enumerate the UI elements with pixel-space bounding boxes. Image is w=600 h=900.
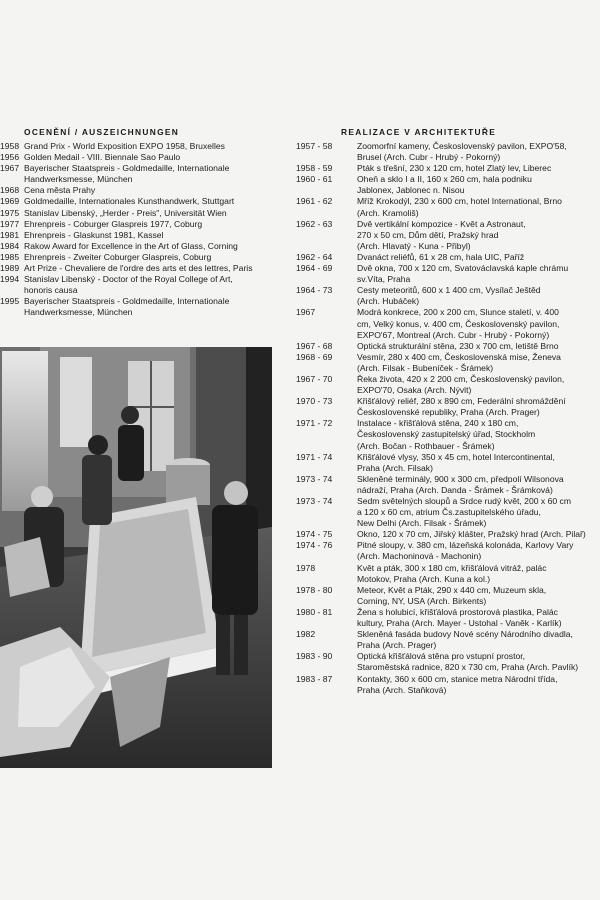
entry-year: 1981 <box>0 229 20 240</box>
entry-line: Kontakty, 360 x 600 cm, stanice metra Národní třída, <box>357 673 558 684</box>
entry-text <box>24 241 272 252</box>
entry-line: Praha (Arch. Prager) <box>357 640 437 651</box>
entry-text <box>357 496 596 529</box>
entry-line: Stanislav Libenský - Doctor of the Royal College of Art, <box>24 274 233 285</box>
entry-line: Handwerksmesse, München <box>24 174 133 185</box>
entry-line: Československý zastupitelský úřad, Stockholm <box>357 429 536 440</box>
entry-line: EXPO'70, Osaka (Arch. Nývlt) <box>357 385 472 396</box>
entry-line: Dvanáct reliéfů, 61 x 28 cm, hala UIC, Paříž <box>357 251 525 262</box>
architecture-entry <box>296 285 596 307</box>
entry-line: Instalace - křišťálová stěna, 240 x 180 cm, <box>357 418 519 429</box>
entry-line: Skleněné terminály, 900 x 300 cm, předpolí Wilsonova <box>357 473 564 484</box>
entry-text <box>24 252 272 263</box>
award-entry <box>0 163 272 185</box>
architecture-entry <box>296 341 596 352</box>
entry-line: 270 x 50 cm, Dům dětí, Pražský hrad <box>357 229 499 240</box>
entry-line: sv.Víta, Praha <box>357 274 411 285</box>
entry-year: 1970 - 73 <box>296 396 333 407</box>
entry-text <box>357 585 596 607</box>
entry-year: 1964 - 69 <box>296 263 333 274</box>
entry-text <box>24 141 272 152</box>
entry-text <box>24 296 272 318</box>
entry-year: 1973 - 74 <box>296 496 333 506</box>
entry-year: 1964 - 73 <box>296 285 333 296</box>
architecture-entry <box>296 674 596 696</box>
entry-line: Skleněná fasáda budovy Nové scény Národního divadla, <box>357 629 573 640</box>
entry-year: 1982 <box>296 629 316 640</box>
architecture-entry <box>296 529 596 540</box>
entry-line: (Arch. Kramoliš) <box>357 207 419 218</box>
award-entry <box>0 141 272 152</box>
entry-line: Grand Prix - World Exposition EXPO 1958, Bruxelles <box>24 141 225 151</box>
entry-text <box>357 629 596 651</box>
studio-photograph <box>0 347 272 768</box>
entry-year: 1961 - 62 <box>296 196 333 207</box>
entry-line: Ehrenpreis - Coburger Glaspreis 1977, Coburg <box>24 218 203 229</box>
entry-line: nádraží, Praha (Arch. Danda - Šrámek - Šrámková) <box>357 484 553 495</box>
entry-year: 1983 - 90 <box>296 651 333 662</box>
entry-line: (Arch. Hubáček) <box>357 296 420 307</box>
entry-line: Cena města Prahy <box>24 185 96 196</box>
entry-text <box>357 174 596 196</box>
entry-line: Vesmír, 280 x 400 cm, Československá mise, Ženeva <box>357 351 561 362</box>
entry-line: cm, Velký konus, v. 400 cm, Československý pavilon, <box>357 318 560 329</box>
entry-text <box>357 163 596 174</box>
entry-text <box>357 352 596 374</box>
entry-text <box>357 418 596 451</box>
entry-line: Sedm světelných sloupů a Srdce rudý květ, 200 x 60 cm <box>357 496 571 506</box>
entry-line: Optická strukturální stěna, 230 x 700 cm, letiště Brno <box>357 340 559 351</box>
entry-text <box>357 374 596 396</box>
entry-year: 1971 - 72 <box>296 418 333 429</box>
entry-text <box>357 529 596 540</box>
entry-year: 1958 <box>0 141 20 151</box>
architecture-entry <box>296 396 596 418</box>
entry-year: 1994 <box>0 274 20 285</box>
entry-line: Staroměstská radnice, 820 x 730 cm, Praha (Arch. Pavlík) <box>357 662 579 673</box>
entry-year: 1967 <box>0 163 20 174</box>
entry-year: 1973 - 74 <box>296 473 333 484</box>
entry-line: honoris causa <box>24 285 78 296</box>
entry-year: 1975 <box>0 207 20 218</box>
entry-text <box>357 341 596 352</box>
entry-line: Goldmedaille, Internationales Kunsthandwerk, Stuttgart <box>24 196 235 207</box>
entry-year: 1978 - 80 <box>296 584 333 595</box>
entry-line: Oheň a sklo I a II, 160 x 260 cm, hala podniku <box>357 174 532 185</box>
entry-line: Modrá konkrece, 200 x 200 cm, Slunce staletí, v. 400 <box>357 307 559 318</box>
entry-line: a 120 x 60 cm, atrium Čs.zastupitelského úřadu, <box>357 507 541 518</box>
awards-heading: OCENĚNÍ / AUSZEICHNUNGEN <box>24 127 180 137</box>
entry-text <box>357 141 596 163</box>
entry-text <box>357 196 596 218</box>
entry-line: Pták s třešní, 230 x 120 cm, hotel Zlatý lev, Liberec <box>357 163 552 174</box>
architecture-entry <box>296 307 596 340</box>
entry-line: Dvě vertikální kompozice - Květ a Astronaut, <box>357 218 526 229</box>
entry-text <box>24 274 272 296</box>
entry-text <box>357 285 596 307</box>
entry-line: Praha (Arch. Filsak) <box>357 462 433 473</box>
entry-line: (Arch. Hlavatý - Kuna - Přibyl) <box>357 240 471 251</box>
entry-line: Praha (Arch. Staňková) <box>357 684 447 695</box>
entry-line: Ehrenpreis - Zweiter Coburger Glaspreis, Coburg <box>24 251 212 262</box>
entry-line: Handwerksmesse, München <box>24 307 133 318</box>
award-entry <box>0 230 272 241</box>
entry-year: 1995 <box>0 296 20 307</box>
entry-line: Řeka života, 420 x 2 200 cm, Československý pavilon, <box>357 373 565 384</box>
entry-line: Československé republiky, Praha (Arch. Prager) <box>357 407 540 418</box>
entry-line: Stanislav Libenský, „Herder - Preis", Universität Wien <box>24 207 227 218</box>
entry-text <box>357 674 596 696</box>
entry-line: Corning, NY, USA (Arch. Birkents) <box>357 595 487 606</box>
architecture-entry <box>296 629 596 651</box>
entry-line: (Arch. Filsak - Bubeníček - Šrámek) <box>357 362 494 373</box>
entry-year: 1983 - 87 <box>296 673 333 684</box>
entry-line: (Arch. Bočan - Rothbauer - Šrámek) <box>357 440 495 451</box>
architecture-entry <box>296 352 596 374</box>
architecture-heading: REALIZACE V ARCHITEKTUŘE <box>341 127 497 137</box>
entry-text <box>24 196 272 207</box>
architecture-entry <box>296 174 596 196</box>
architecture-entry <box>296 163 596 174</box>
award-entry <box>0 296 272 318</box>
architecture-entry <box>296 374 596 396</box>
entry-line: Motokov, Praha (Arch. Kuna a kol.) <box>357 573 491 584</box>
award-entry <box>0 274 272 296</box>
entry-line: Optická křišťálová stěna pro vstupní prostor, <box>357 651 526 662</box>
architecture-entry <box>296 474 596 496</box>
entry-year: 1968 <box>0 185 20 196</box>
award-entry <box>0 252 272 263</box>
entry-line: Mříž Krokodýl, 230 x 600 cm, hotel International, Brno <box>357 196 562 207</box>
architecture-entry <box>296 452 596 474</box>
entry-text <box>357 396 596 418</box>
entry-line: Bayerischer Staatspreis - Goldmedaille, Internationale <box>24 296 230 307</box>
entry-line: Křišťálový reliéf, 280 x 890 cm, Federální shromáždění <box>357 396 566 407</box>
architecture-entry <box>296 252 596 263</box>
entry-year: 1956 <box>0 152 20 163</box>
architecture-entry <box>296 196 596 218</box>
entry-year: 1962 - 63 <box>296 218 333 229</box>
entry-text <box>357 219 596 252</box>
architecture-list <box>296 141 596 696</box>
entry-year: 1977 <box>0 218 20 229</box>
entry-year: 1957 - 58 <box>296 141 333 151</box>
architecture-entry <box>296 141 596 163</box>
entry-line: Rakow Award for Excellence in the Art of Glass, Corning <box>24 240 238 251</box>
entry-line: Křišťálové vlysy, 350 x 45 cm, hotel Intercontinental, <box>357 451 555 462</box>
entry-year: 1958 - 59 <box>296 163 333 174</box>
entry-text <box>357 651 596 673</box>
entry-year: 1971 - 74 <box>296 451 333 462</box>
architecture-entry <box>296 418 596 451</box>
award-entry <box>0 152 272 163</box>
entry-text <box>24 208 272 219</box>
entry-line: Žena s holubicí, křišťálová prostorová plastika, Palác <box>357 606 558 617</box>
entry-year: 1960 - 61 <box>296 174 333 185</box>
architecture-entry <box>296 651 596 673</box>
entry-text <box>357 540 596 562</box>
entry-text <box>357 307 596 340</box>
entry-text <box>24 263 272 274</box>
architecture-entry <box>296 540 596 562</box>
entry-text <box>357 607 596 629</box>
award-entry <box>0 219 272 230</box>
architecture-entry <box>296 496 596 529</box>
entry-year: 1985 <box>0 251 20 262</box>
entry-year: 1974 - 75 <box>296 529 333 540</box>
entry-year: 1989 <box>0 263 20 274</box>
architecture-entry <box>296 263 596 285</box>
entry-year: 1962 - 64 <box>296 251 333 262</box>
entry-line: Dvě okna, 700 x 120 cm, Svatováclavská kaple chrámu <box>357 263 569 274</box>
entry-line: Okno, 120 x 70 cm, Jiřský klášter, Pražský hrad (Arch. Pilař) <box>357 529 586 540</box>
award-entry <box>0 185 272 196</box>
entry-line: New Delhi (Arch. Filsak - Šrámek) <box>357 518 487 529</box>
entry-year: 1967 - 68 <box>296 340 333 351</box>
entry-year: 1980 - 81 <box>296 606 333 617</box>
award-entry <box>0 263 272 274</box>
entry-line: Zoomorfní kameny, Československý pavilon, EXPO'58, <box>357 141 567 151</box>
architecture-entry <box>296 219 596 252</box>
entry-text <box>357 474 596 496</box>
entry-text <box>24 185 272 196</box>
architecture-entry <box>296 585 596 607</box>
entry-line: (Arch. Machoninová - Machonin) <box>357 551 482 562</box>
entry-year: 1968 - 69 <box>296 351 333 362</box>
entry-line: Bayerischer Staatspreis - Goldmedaille, Internationale <box>24 163 230 174</box>
entry-line: Cesty meteoritů, 600 x 1 400 cm, Vysílač Ještěd <box>357 285 541 296</box>
entry-year: 1974 - 76 <box>296 540 333 551</box>
entry-line: Meteor, Květ a Pták, 290 x 440 cm, Muzeum skla, <box>357 584 547 595</box>
entry-text <box>357 263 596 285</box>
entry-line: Květ a pták, 300 x 180 cm, křišťálová vitráž, palác <box>357 562 547 573</box>
entry-line: Jablonex, Jablonec n. Nisou <box>357 185 465 196</box>
award-entry <box>0 196 272 207</box>
entry-year: 1978 <box>296 562 316 573</box>
entry-year: 1984 <box>0 240 20 251</box>
entry-line: Art Prize - Chevaliere de l'ordre des arts et des lettres, Paris <box>24 263 253 274</box>
entry-text <box>357 563 596 585</box>
entry-year: 1967 <box>296 307 316 318</box>
entry-text <box>24 219 272 230</box>
entry-text <box>24 152 272 163</box>
entry-line: Ehrenpreis - Glaskunst 1981, Kassel <box>24 229 164 240</box>
entry-text <box>24 163 272 185</box>
architecture-entry <box>296 607 596 629</box>
entry-line: Brusel (Arch. Cubr - Hrubý - Pokorný) <box>357 152 501 163</box>
entry-text <box>357 252 596 263</box>
entry-line: kultury, Praha (Arch. Mayer - Ustohal - Vaněk - Karlík) <box>357 618 562 629</box>
entry-line: Pitné sloupy, v. 380 cm, lázeňská kolonáda, Karlovy Vary <box>357 540 574 551</box>
award-entry <box>0 208 272 219</box>
entry-line: EXPO'67, Montreal (Arch. Cubr - Hrubý - Pokorný) <box>357 329 550 340</box>
entry-text <box>357 452 596 474</box>
awards-list <box>0 141 272 319</box>
entry-text <box>24 230 272 241</box>
entry-year: 1967 - 70 <box>296 373 333 384</box>
award-entry <box>0 241 272 252</box>
entry-year: 1969 <box>0 196 20 207</box>
architecture-entry <box>296 563 596 585</box>
entry-line: Golden Medail - VIII. Biennale Sao Paulo <box>24 152 181 163</box>
